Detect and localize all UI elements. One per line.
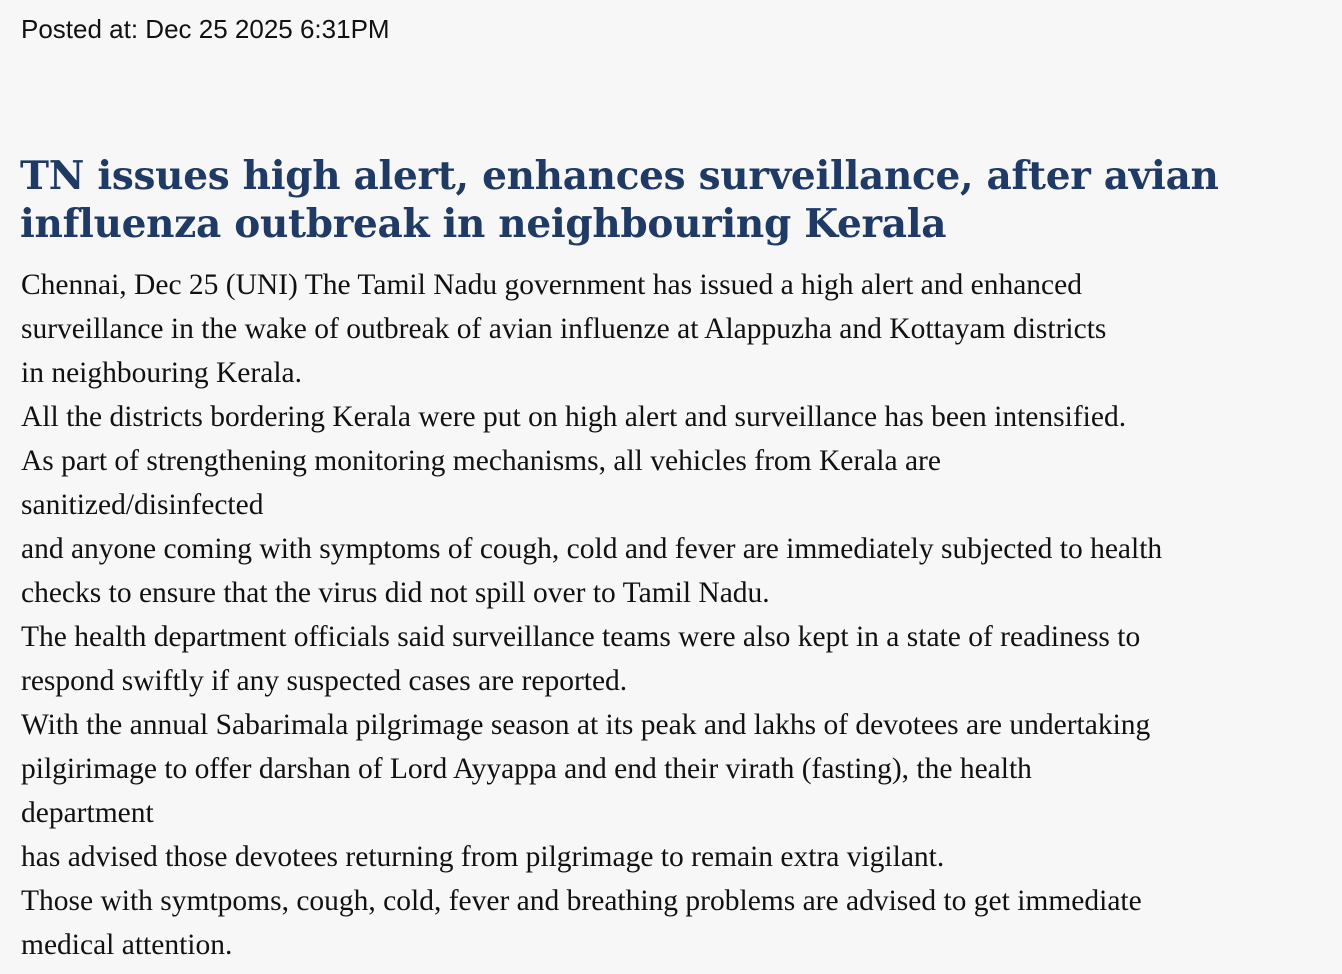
body-line: has advised those devotees returning from pilgrimage to remain extra vigilant.	[21, 841, 945, 873]
body-line: All the districts bordering Kerala were put on high alert and surveillance has been intensified.	[21, 401, 1127, 433]
body-line: pilgirimage to offer darshan of Lord Ayyappa and end their virath (fasting), the health	[21, 753, 1032, 785]
body-line: checks to ensure that the virus did not spill over to Tamil Nadu.	[21, 577, 770, 609]
body-line: As part of strengthening monitoring mechanisms, all vehicles from Kerala are	[21, 445, 941, 477]
body-line: department	[21, 797, 154, 829]
body-line: Those with symtpoms, cough, cold, fever and breathing problems are advised to get immediate	[21, 885, 1142, 917]
body-line: Chennai, Dec 25 (UNI) The Tamil Nadu government has issued a high alert and enhanced	[21, 269, 1082, 301]
body-line: surveillance in the wake of outbreak of avian influenze at Alappuzha and Kottayam districts	[21, 313, 1107, 345]
article-body	[21, 263, 1321, 967]
headline-line: influenza outbreak in neighbouring Kerala	[20, 201, 947, 247]
headline-line: TN issues high alert, enhances surveillance, after avian	[20, 153, 1219, 199]
body-line: With the annual Sabarimala pilgrimage season at its peak and lakhs of devotees are undertaking	[21, 709, 1151, 741]
article-headline	[20, 152, 1320, 248]
body-line: and anyone coming with symptoms of cough, cold and fever are immediately subjected to health	[21, 533, 1163, 565]
posted-timestamp: Posted at: Dec 25 2025 6:31PM	[21, 14, 390, 44]
body-line: in neighbouring Kerala.	[21, 357, 302, 389]
body-line: The health department officials said surveillance teams were also kept in a state of readiness to	[21, 621, 1141, 653]
body-line: medical attention.	[21, 929, 233, 961]
body-line: sanitized/disinfected	[21, 489, 264, 521]
body-line: respond swiftly if any suspected cases are reported.	[21, 665, 628, 697]
